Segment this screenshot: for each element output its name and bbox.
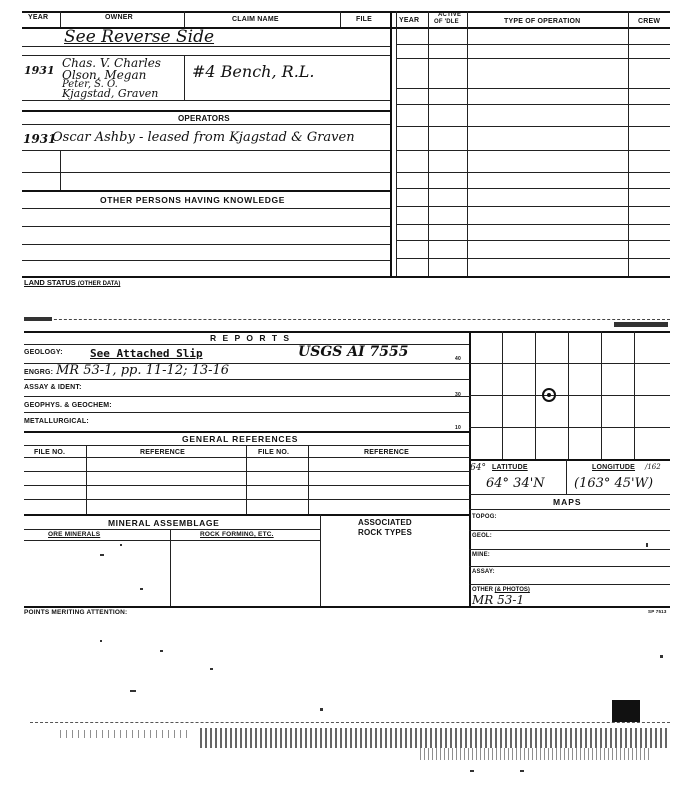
metallurgical-label: METALLURGICAL:	[24, 418, 89, 425]
longitude-prefix: /162	[645, 463, 661, 471]
latitude-value: 64° 34'N	[486, 476, 545, 491]
header-active: ACTIVE	[438, 12, 462, 18]
header-active-sub: OF 'DLE	[434, 19, 459, 25]
land-status-sub: (OTHER DATA)	[77, 281, 121, 287]
assay-ident-label: ASSAY & IDENT:	[24, 384, 82, 391]
land-status-label	[24, 278, 120, 287]
claim-name-value: #4 Bench, R.L.	[192, 62, 315, 81]
engrg-value: MR 53-1, pp. 11-12; 13-16	[56, 363, 230, 378]
owner-names-3: Peter, S. O.	[62, 79, 118, 90]
ore-minerals-label: ORE MINERALS	[48, 531, 101, 538]
geology-value: See Attached Slip	[90, 347, 203, 360]
owner-names-1: Chas. V. Charles	[62, 56, 161, 70]
geology-label: GEOLOGY:	[24, 349, 63, 356]
ref-reference-1: REFERENCE	[140, 449, 185, 456]
rock-forming-label: ROCK FORMING, ETC.	[200, 531, 274, 538]
general-references-title: GENERAL REFERENCES	[182, 434, 299, 444]
geophys-label: GEOPHYS. & GEOCHEM:	[24, 402, 112, 409]
latitude-prefix: 64°	[470, 463, 486, 473]
side-number-30: 30	[455, 392, 461, 398]
geology-note: USGS AI 7555	[298, 344, 409, 360]
map-other-value: MR 53-1	[472, 593, 525, 607]
form-number: SP 7513	[648, 609, 667, 614]
ref-reference-2: REFERENCE	[364, 449, 409, 456]
longitude-value: (163° 45'W)	[574, 476, 654, 491]
reports-title: R E P O R T S	[210, 333, 292, 343]
operator-text: Oscar Ashby - leased from Kjagstad & Graven	[52, 130, 355, 145]
other-persons-title: OTHER PERSONS HAVING KNOWLEDGE	[100, 195, 286, 205]
owner-names-4: Kjagstad, Graven	[62, 87, 159, 100]
owners-reverse-note: See Reverse Side	[64, 27, 215, 47]
side-number-10: 10	[455, 425, 461, 431]
owner-names-2: Olson, Megan	[62, 68, 147, 82]
longitude-label: LONGITUDE	[592, 464, 636, 471]
location-marker-icon	[542, 388, 556, 402]
map-other-sub: (& PHOTOS)	[494, 587, 530, 593]
header-file: FILE	[356, 16, 372, 23]
header-owner: OWNER	[105, 14, 133, 21]
side-number-40: 40	[455, 356, 461, 362]
map-mine-label: MINE:	[472, 552, 490, 558]
map-topog-label: TOPOG:	[472, 514, 497, 520]
header-year: YEAR	[28, 14, 49, 21]
header-claim-name: CLAIM NAME	[232, 16, 279, 23]
map-geol-label: GEOL:	[472, 533, 492, 539]
ref-file-no-1: FILE NO.	[34, 449, 66, 456]
mineral-assemblage-title: MINERAL ASSEMBLAGE	[108, 518, 220, 528]
operators-title: OPERATORS	[178, 114, 230, 123]
maps-title: MAPS	[553, 497, 582, 507]
associated-rock-types-2: ROCK TYPES	[358, 528, 413, 537]
latitude-label: LATITUDE	[492, 464, 528, 471]
ref-file-no-2: FILE NO.	[258, 449, 290, 456]
section-divider	[24, 319, 670, 320]
engrg-label: ENGRG:	[24, 369, 54, 376]
associated-rock-types-1: ASSOCIATED	[358, 518, 412, 527]
header-type-of-operation: TYPE OF OPERATION	[504, 18, 581, 25]
map-assay-label: ASSAY:	[472, 569, 495, 575]
header-crew: CREW	[638, 18, 661, 25]
operator-year: 1931	[23, 132, 57, 146]
header-year-2: YEAR	[399, 17, 420, 24]
points-meriting-label: POINTS MERITING ATTENTION:	[24, 609, 128, 616]
land-status-text: LAND STATUS	[24, 278, 76, 287]
map-other-text: OTHER	[472, 587, 493, 593]
owner-year: 1931	[24, 64, 55, 77]
